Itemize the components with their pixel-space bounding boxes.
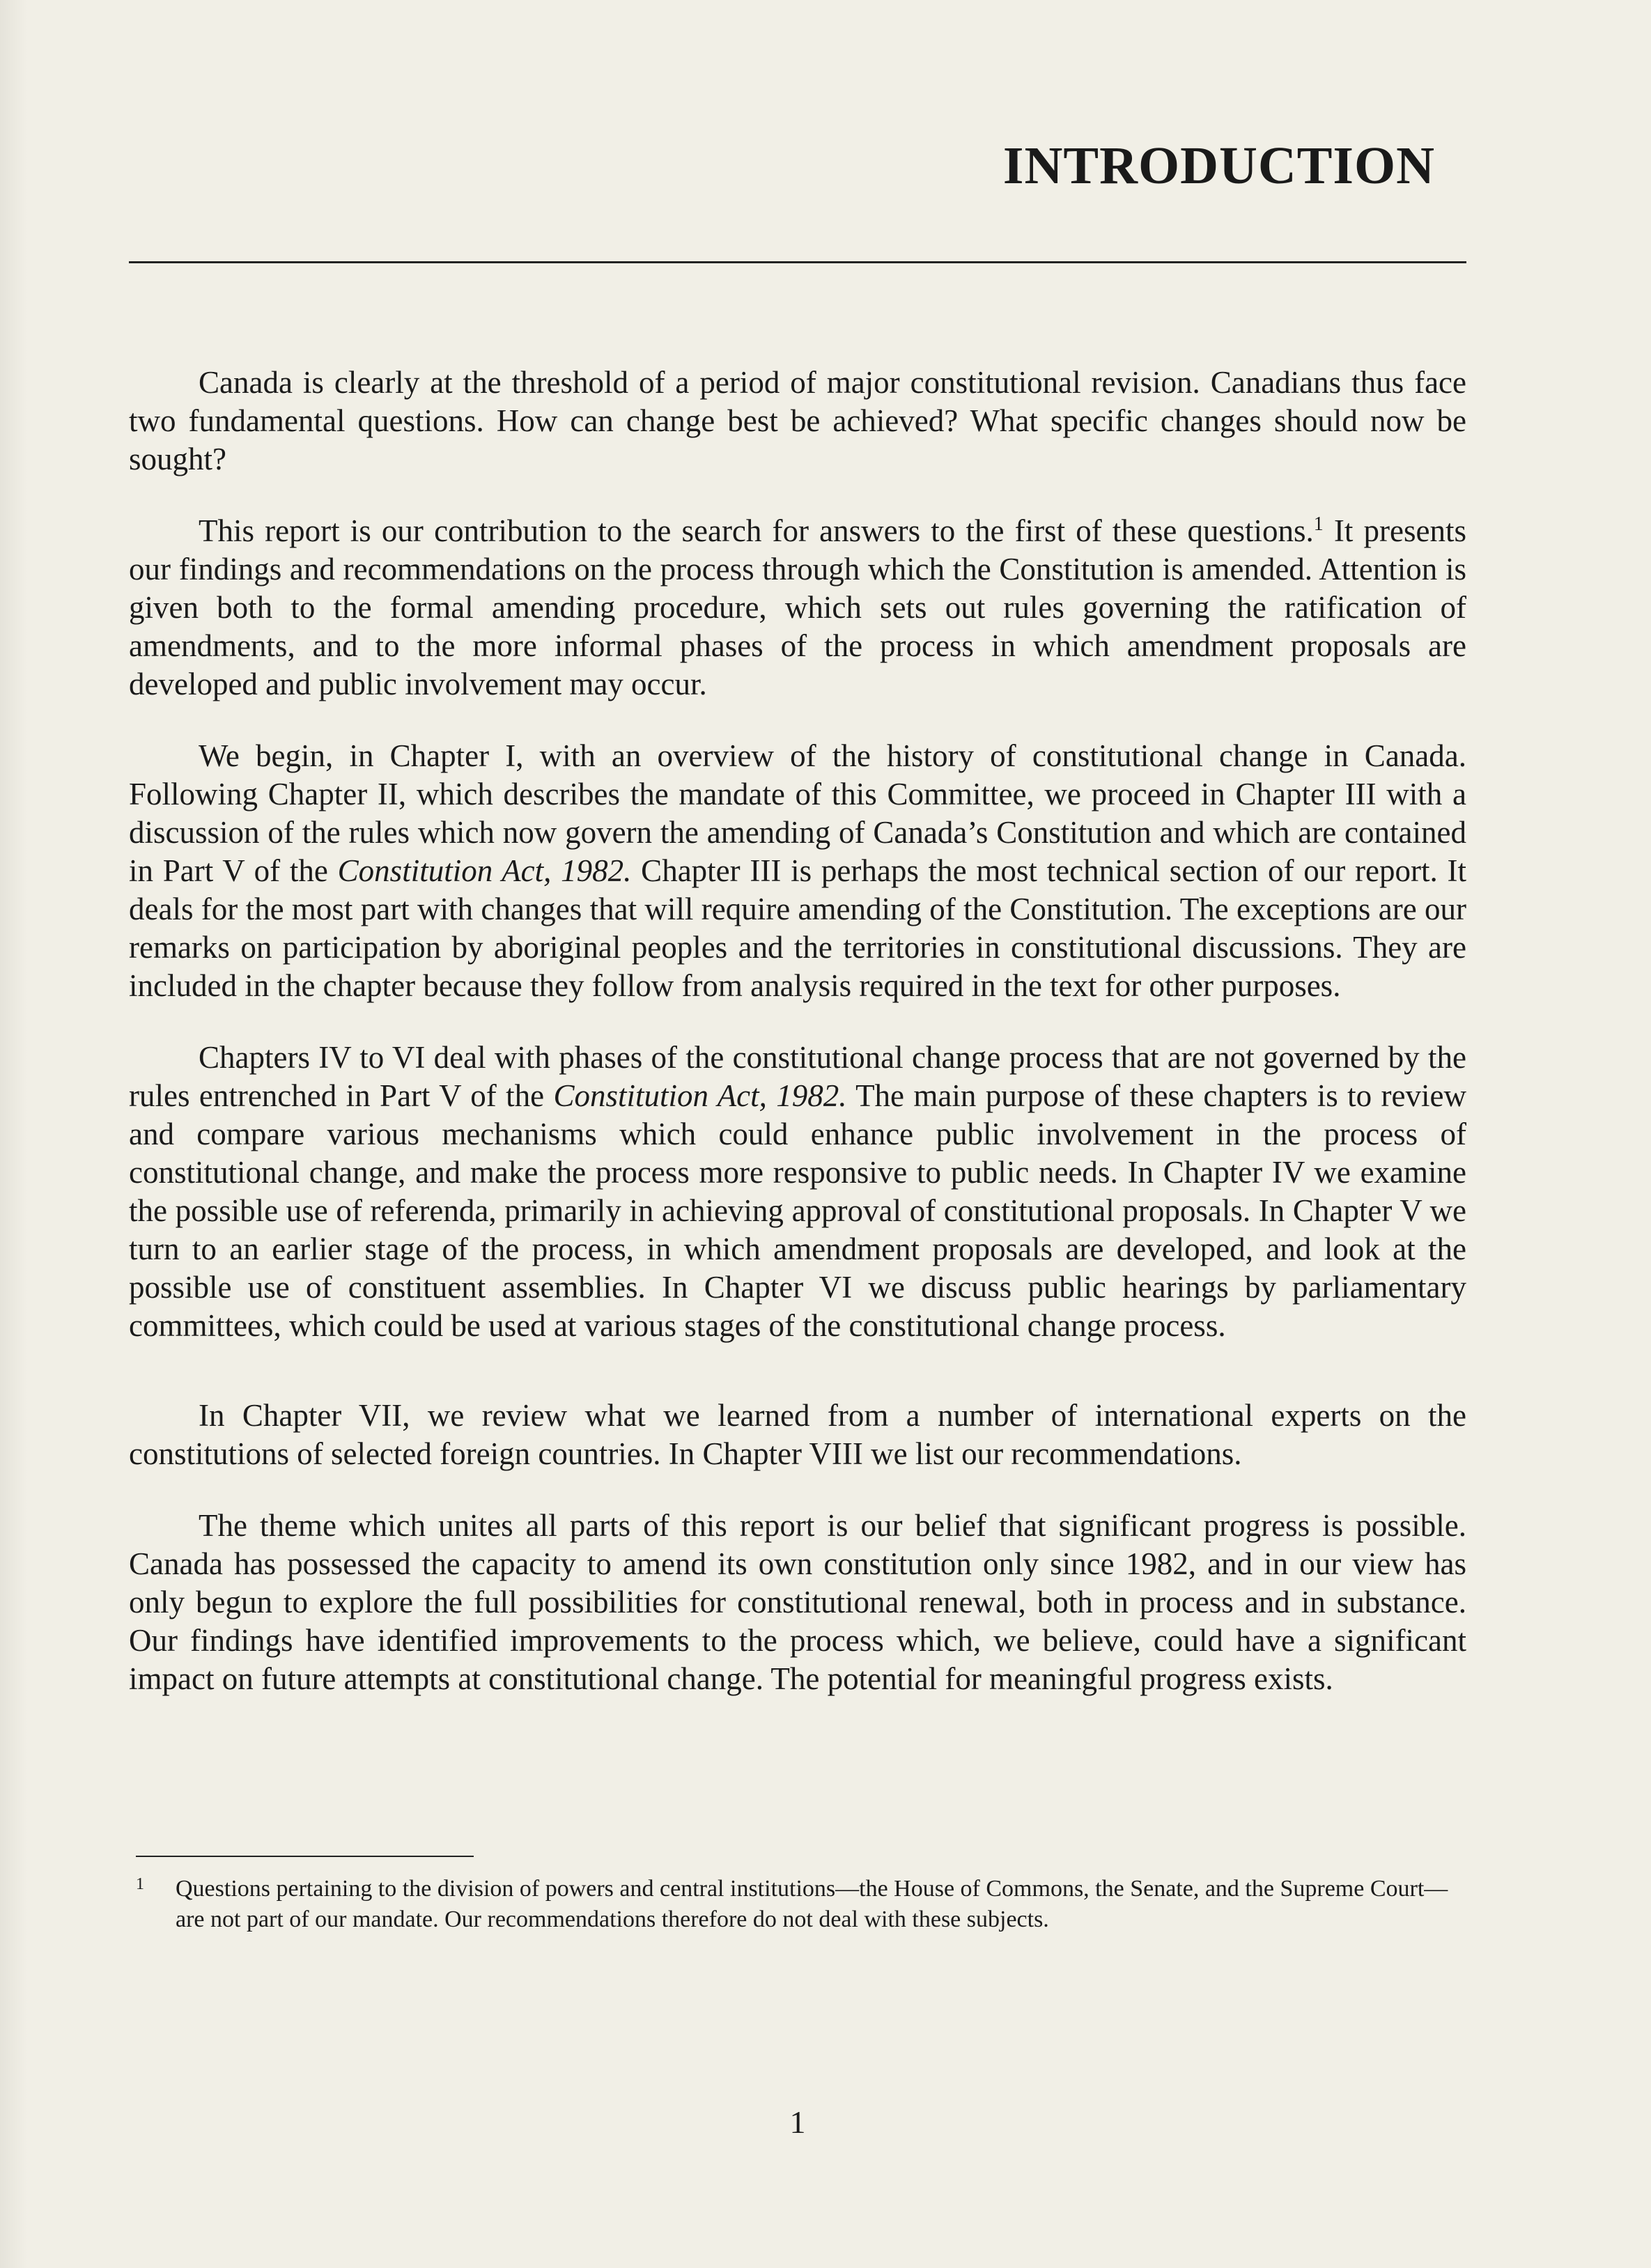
paragraph-2 <box>129 512 1466 704</box>
page-edge-shadow <box>0 0 28 2268</box>
paragraph-2-text-end: It presents our findings and recommendations on the process through which the Constitution is amended. Attention is given both to the formal amending procedure, which sets out rules governing the ratification of amendments, and to the more informal phases of the process in which amendment proposals are developed and public involvement may occur. <box>129 513 1466 701</box>
paragraph-1 <box>129 364 1466 479</box>
page-number: 1 <box>789 2104 806 2140</box>
paragraph-4-italic-title: Constitution Act, 1982. <box>553 1078 847 1113</box>
paragraph-4-text-start: Chapters IV to VI deal with phases of the constitutional change process that are not governed by the rules entrenched in Part V of the <box>129 1040 1466 1113</box>
footnote-text: Questions pertaining to the division of powers and central institutions—the House of Commons, the Senate, and the Supreme Court—are not part of our mandate. Our recommendations therefore do not deal with these subjects. <box>176 1876 1448 1932</box>
paragraph-4-text-end: The main purpose of these chapters is to review and compare various mechanisms which could enhance public involvement in the process of constitutional change, and make the process more responsive to public needs. In Chapter IV we examine the possible use of referenda, primarily in achieving approval of constitutional proposals. In Chapter V we turn to an earlier stage of the process, in which amendment proposals are developed, and look at the possible use of constituent assemblies. In Chapter VI we discuss public hearings by parliamentary committees, which could be used at various stages of the constitutional change process. <box>129 1078 1466 1343</box>
heading-rule <box>129 261 1466 263</box>
paragraph-5-text: In Chapter VII, we review what we learned from a number of international experts on the constitutions of selected foreign countries. In Chapter VIII we list our recommendations. <box>129 1398 1466 1471</box>
paragraph-5 <box>129 1397 1466 1473</box>
paragraph-3-italic-title: Constitution Act, 1982. <box>337 853 632 888</box>
page-heading: INTRODUCTION <box>1002 137 1435 195</box>
paragraph-6 <box>129 1507 1466 1698</box>
paragraph-1-text: Canada is clearly at the threshold of a period of major constitutional revision. Canadians thus face two fundamental questions. How can change best be achieved? What specific changes should now be sought? <box>129 365 1466 476</box>
footnote-rule <box>136 1856 474 1857</box>
body-text <box>129 364 1466 1732</box>
footnote <box>136 1874 1466 1935</box>
paragraph-3 <box>129 737 1466 1005</box>
paragraph-4 <box>129 1039 1466 1345</box>
footnote-reference: 1 <box>1313 513 1324 535</box>
footnote-marker: 1 <box>136 1875 144 1893</box>
paragraph-2-text-start: This report is our contribution to the search for answers to the first of these questions. <box>199 513 1314 548</box>
paragraph-3-text-start: We begin, in Chapter I, with an overview of the history of constitutional change in Canada. Following Chapter II, which describes the mandate of this Committee, we proceed in Chapter III with a discussion of the rules which now govern the amending of Canada’s Constitution and which are contained in Part V of the <box>129 738 1466 888</box>
paragraph-3-text-end: Chapter III is perhaps the most technical section of our report. It deals for the most part with changes that will require amending of the Constitution. The exceptions are our remarks on participation by aboriginal peoples and the territories in constitutional discussions. They are included in the chapter because they follow from analysis required in the text for other purposes. <box>129 853 1466 1003</box>
paragraph-6-text: The theme which unites all parts of this report is our belief that significant progress is possible. Canada has possessed the capacity to amend its own constitution only since 1982, and in our view has only begun to explore the full possibilities for constitutional renewal, both in process and in substance. Our findings have identified improvements to the process which, we believe, could have a significant impact on future attempts at constitutional change. The potential for meaningful progress exists. <box>129 1508 1466 1696</box>
